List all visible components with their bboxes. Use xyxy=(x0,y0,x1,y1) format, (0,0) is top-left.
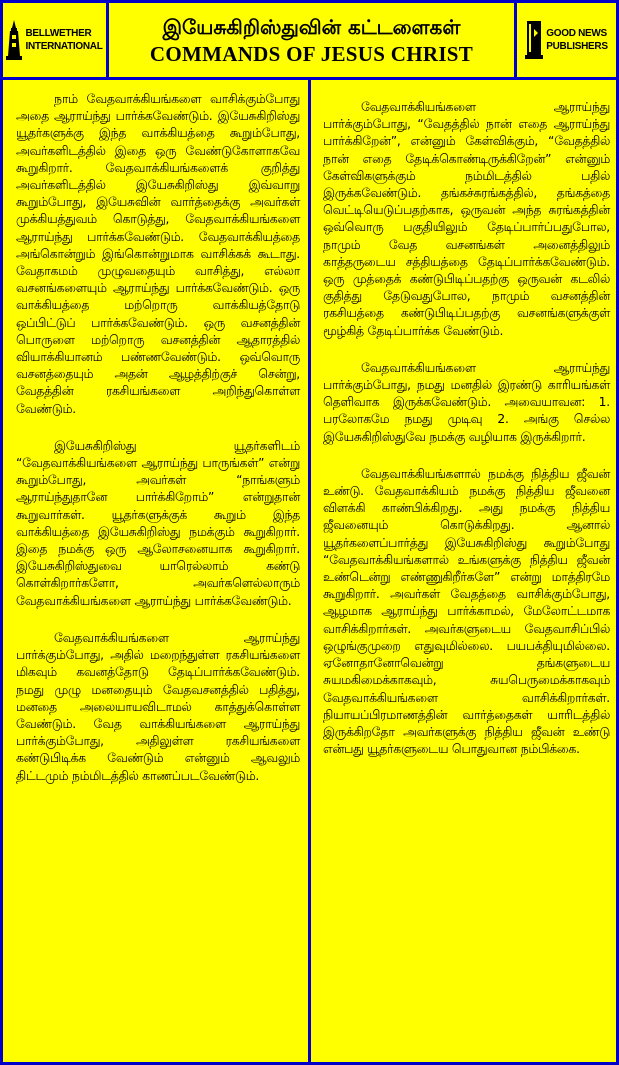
bellwether-logo xyxy=(3,3,109,77)
paragraph: நாம் வேதவாக்கியங்களை வாசிக்கும்போது அதை ஆராய்ந்து பார்க்கவேண்டும். இயேசுகிறிஸ்து யூதர்களுக்கு இந்த வாக்கியத்தை கூறும்போது, அவர்களிடத்தில் இதை ஒரு வேண்டுகோளாகவே கூறுகிறார். வேதவாக்கியங்களைக் குறித்து அவர்களிடத்தில் இயேசுகிறிஸ்து இவ்வாறு கூறும்போது, இயேசுவின் வார்த்தைக்கு அவர்கள் முக்கியத்துவம் கொடுத்து, வேதவாக்கியங்களை ஆராய்ந்து பார்க்கவேண்டும். வேதவாக்கியத்தை அங்கொன்றும் இங்கொன்றுமாக வாசிக்கக் கூடாது. வேதாகமம் முழுவதையும் வாசித்து, எல்லா வசனங்களையும் ஆராய்ந்து பார்க்கவேண்டும். ஒரு வாக்கியத்தை மற்றொரு வாக்கியத்தோடு ஒப்பிட்டுப் பார்க்கவேண்டும். ஒரு வசனத்தின் பொருளை மற்றொரு வசனத்தின் ஆதாரத்தில் வியாக்கியானம் பண்ணவேண்டும். ஒவ்வொரு வசனத்தையும் அதன் ஆழத்திற்குச் சென்று, வேதத்தின் ரகசியங்களை அறிந்துகொள்ள வேண்டும். xyxy=(16,92,300,416)
content-frame xyxy=(0,79,619,1065)
page-title-english: COMMANDS OF JESUS CHRIST xyxy=(149,42,474,66)
header-banner xyxy=(0,0,619,80)
book-icon xyxy=(525,21,543,59)
good-news-logo-text: GOOD NEWS PUBLISHERS xyxy=(546,28,608,52)
left-column xyxy=(3,79,311,1062)
title-block xyxy=(109,3,514,77)
right-column xyxy=(311,79,619,1062)
paragraph: இயேசுகிறிஸ்து யூதர்களிடம் “வேதவாக்கியங்களை ஆராய்ந்து பாருங்கள்” என்று கூறும்போது, அவர்கள் “நாங்களும் ஆராய்ந்துதானே பார்க்கிறோம்” என்றுதான் கூறுவார்கள். யூதர்களுக்குக் கூறும் இந்த வாக்கியத்தை இயேசுகிறிஸ்து நமக்கும் கூறுகிறார். இதை நமக்கு ஒரு ஆலோசனையாக கூறுகிறார். இயேசுகிறிஸ்துவை யாரெல்லாம் கண்டு கொள்கிறார்களோ, அவர்களெல்லாரும் வேதவாக்கியங்களை ஆராய்ந்து பார்க்கவேண்டும். xyxy=(16,438,300,608)
bellwether-logo-text: BELLWETHER INTERNATIONAL xyxy=(25,28,103,52)
paragraph: வேதவாக்கியங்களை ஆராய்ந்து பார்க்கும்போது, நமது மனதில் இரண்டு காரியங்கள் தெளிவாக இருக்கவேண்டும். அவையாவன: 1. பரலோகமே நமது முடிவு 2. அங்கு செல்ல இயேசுகிறிஸ்துவே நமக்கு வழியாக இருக்கிறார். xyxy=(323,360,610,444)
paragraph: வேதவாக்கியங்களை ஆராய்ந்து பார்க்கும்போது, “வேதத்தில் நான் எதை ஆராய்ந்து பார்க்கிறேன்”, என்னும் கேள்விக்கும், “வேதத்தில் நான் எதை தேடிக்கொண்டிருக்கிறேன்” என்னும் கேள்விகளுக்கும் நம்மிடத்தில் பதில் இருக்கவேண்டும். தங்கச்சுரங்கத்தில், தங்கத்தை வெட்டியெடுப்பதற்காக, ஒருவன் அந்த சுரங்கத்தின் ஒவ்வொரு பகுதியிலும் தேடிப்பார்ப்பதுபோல, நாமும் வேத வசனங்கள் அனைத்திலும் காத்தருடைய சத்தியத்தை தேடிப்பார்க்கவேண்டும். ஒரு முத்தைக் கண்டுபிடிப்பதற்கு ஒருவன் கடலில் குதித்து தேடுவதுபோல, நாமும் வசனத்தின் ரகசியத்தை கண்டுபிடிப்பதற்கு வசனங்களுக்குள் மூழ்கித் தேடிப்பார்க்க வேண்டும். xyxy=(323,100,610,338)
paragraph: வேதவாக்கியங்களை ஆராய்ந்து பார்க்கும்போது, அதில் மறைந்துள்ள ரகசியங்களை மிகவும் கவனத்தோடு தேடிப்பார்க்கவேண்டும். நமது முழு மனதையும் வேதவசனத்தில் பதித்து, மனதை அலையாயவிடாமல் காத்துக்கொள்ள வேண்டும். வேத வாக்கியங்களை ஆராய்ந்து பார்க்கும்போது, அதிலுள்ள ரகசியங்களை கண்டுபிடிக்க வேண்டும் என்னும் ஆவலும் திட்டமும் நம்மிடத்தில் காணப்படவேண்டும். xyxy=(16,630,300,783)
page-title-tamil: இயேசுகிறிஸ்துவின் கட்டளைகள் xyxy=(162,15,461,39)
good-news-logo xyxy=(514,3,616,77)
tower-icon xyxy=(6,20,22,60)
paragraph: வேதவாக்கியங்களால் நமக்கு நித்திய ஜீவன் உண்டு. வேதவாக்கியம் நமக்கு நித்திய ஜீவனை விளக்கி காண்பிக்கிறது. அது நமக்கு நித்திய ஜீவனையும் கொடுக்கிறது. ஆனால் யூதர்களைப்பார்த்து இயேசுகிறிஸ்து கூறும்போது “வேதவாக்கியங்களால் உங்களுக்கு நித்திய ஜீவன் உண்டென்று எண்ணுகிறீர்களே” என்று மாத்திரமே கூறுகிறார். அவர்கள் வேதத்தை வாசிக்கும்போது, ஆழமாக ஆராய்ந்து பார்க்காமல், மேலோட்டமாக வாசிக்கிறார்கள். அவர்களுடைய வேதவாசிப்பில் ஒழுங்குமுறை எதுவுமில்லை. பயபக்தியுமில்லை. ஏனோதானோவென்று தங்களுடைய சுயமகிமைக்காகவும், சுயபெருமைக்காகவும் வேதவாக்கியங்களை வாசிக்கிறார்கள். நியாயப்பிரமாணத்தின் வார்த்தைகள் யாரிடத்தில் இருக்கிறதோ அவர்களுக்கு நித்திய ஜீவன் உண்டு என்பது யூதர்களுடைய பொதுவான நம்பிக்கை. xyxy=(323,466,610,757)
